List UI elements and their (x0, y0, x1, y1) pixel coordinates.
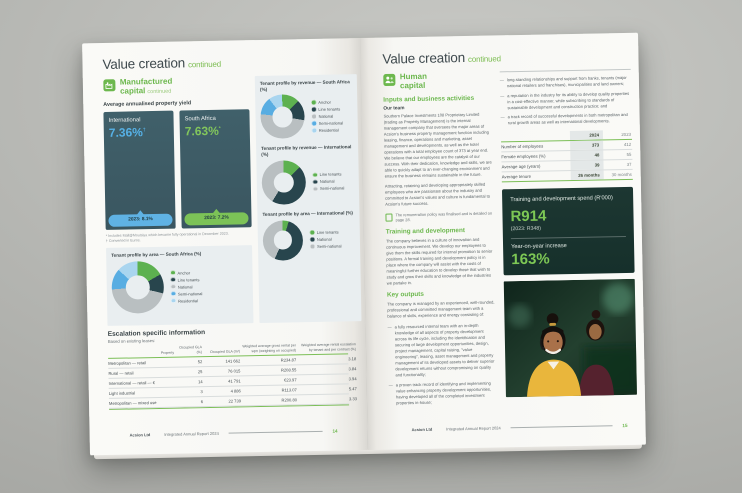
chart-area-south-africa (106, 246, 253, 327)
column-header: Property (160, 350, 175, 355)
cell-property: Metropolitan — retail (108, 360, 147, 367)
chart-legend (310, 230, 342, 250)
yield-value: 7.63%* (184, 123, 221, 139)
main-text-column (383, 72, 497, 410)
legend-item (310, 237, 342, 243)
yield-region: South Africa (184, 115, 216, 123)
cell-escalation: 3.33 (348, 396, 358, 402)
legend-label: Semi-national (177, 290, 203, 297)
footnote: † Converted in Euros. (105, 238, 141, 243)
yield-value: 7.36%† (108, 124, 146, 140)
legend-label: Line tenants (177, 276, 200, 283)
page-title (382, 47, 630, 67)
cell-property: Rural — retail (108, 370, 134, 377)
donut-area-international (263, 220, 304, 261)
donut-revenue-south-africa (260, 95, 305, 140)
cell-property: International — retail — € (108, 380, 156, 387)
capital-title (120, 78, 173, 97)
cell-gla-m2: 41 791 (228, 378, 241, 385)
legend-dot (312, 121, 317, 126)
spend-divider (511, 236, 626, 239)
legend-item (310, 230, 342, 236)
page-right (360, 33, 646, 450)
legend-dot (171, 291, 176, 296)
cell-gla-pct: 3 (200, 389, 203, 395)
legend-label: National (177, 283, 193, 290)
escalation-subheading: Based on existing leases: (107, 338, 156, 345)
remuneration-note (385, 210, 493, 223)
donut-revenue-international (261, 160, 306, 205)
escalation-table-body (108, 355, 358, 411)
cell-escalation: 3.84 (348, 366, 357, 372)
legend-dot (171, 277, 176, 282)
our-team-paragraph-1: Southern Palace Investments 108 Proprietary Limited (trading as Property Management) is the internal management company that oversees the major areas of Acsion's business property management function including leasing, finance, operations and marketing, asset management and developments, as well as the hotel operations with a total employee count of 373 at year end. We believe that our employees are the catalyst of our success. With their dedication, knowledge and skills, we are able to quickly adapt to an ever-changing environment and ensure the business remains sustainable in the future. (383, 111, 492, 179)
cell-gla-pct: 52 (197, 359, 203, 365)
cell-gla-m2: 141 662 (225, 358, 241, 365)
legend-label: Semi-national (318, 120, 344, 126)
legend-item (311, 99, 343, 105)
capital-title-line1: Manufactured (119, 76, 173, 87)
legend-dot (310, 237, 315, 242)
footer-page-number: 14 (332, 428, 338, 434)
page-footer (130, 429, 338, 438)
column-header: Weighted average rental escalation by tenant and per contract (%) (301, 342, 357, 352)
human-capital-icon (383, 73, 396, 86)
legend-dot (171, 284, 176, 289)
bullet-item: — a track record of successful developments in both metropolitan and rural growth areas as well as international developments. (501, 112, 632, 127)
cell-rental: €23.97 (284, 377, 297, 384)
escalation-heading: Escalation specific information (107, 329, 206, 339)
chart-legend (311, 99, 343, 133)
employee-table-body (501, 140, 633, 183)
legend-label: Anchor (177, 269, 191, 276)
legend-dot (311, 100, 316, 105)
capital-title-line1: Human (399, 71, 428, 82)
legend-item (312, 127, 344, 133)
office-team-photo (504, 279, 637, 397)
cell-escalation: 5.47 (348, 386, 357, 392)
manufactured-capital-badge (103, 76, 249, 96)
cell-2024: 373 (570, 141, 603, 151)
legend-item (311, 113, 343, 119)
footnote-mark: * (218, 125, 221, 132)
cell-2024: 26 months (571, 171, 604, 181)
footer-page-number: 15 (622, 422, 628, 429)
cell-metric: Average age (years) (501, 164, 541, 170)
yield-card-south-africa (179, 109, 251, 228)
cell-gla-m2: 22 739 (228, 398, 242, 405)
table-row (502, 170, 633, 183)
cell-gla-pct: 6 (200, 399, 204, 405)
chart-title: Tenant profile by area — International (%) (262, 210, 353, 217)
report-spread (82, 33, 646, 456)
spend-value: R914 (510, 207, 547, 226)
chart-area-international (262, 210, 355, 260)
legend-item (170, 270, 202, 276)
legend-label: Semi-national (319, 185, 345, 192)
page-reference-icon (385, 213, 392, 221)
column-header: Occupied GLA (m²) (210, 349, 241, 354)
chart-revenue-south-africa (260, 79, 353, 139)
legend-item (310, 244, 342, 250)
footer-report-title: Integrated Annual Report 2024 (446, 425, 501, 432)
cell-rental: R208.55 (280, 367, 297, 374)
page-title-continued: continued (467, 54, 501, 64)
cell-gla-pct: 25 (197, 369, 203, 375)
cell-escalation: 3.18 (348, 356, 357, 362)
legend-item (171, 277, 203, 283)
cell-metric: Number of employees (501, 143, 544, 150)
column-header: Weighted average gross rental per sqm (weighting on occupied) (242, 343, 297, 354)
legend-dot (313, 173, 318, 178)
legend-label: Residential (178, 297, 198, 304)
column-2024: 2024 (570, 131, 603, 141)
chart-title: Tenant profile by area — South Africa (%) (111, 251, 202, 259)
escalation-section (107, 327, 358, 411)
legend-item (312, 120, 344, 126)
legend-label: Semi-national (316, 243, 342, 250)
footer-rule (511, 425, 613, 428)
cell-property: Light industrial (108, 390, 136, 397)
chart-legend (313, 172, 345, 192)
header-spacer (501, 134, 570, 139)
cell-rental: R113.07 (281, 387, 297, 394)
cell-2023: 37 (626, 162, 632, 168)
cell-rental: R234.87 (280, 357, 297, 364)
capital-continued: continued (147, 88, 172, 95)
bullet-item: — a proven track record of identifying and implementing value enhancing property development opportunities, having developed all of the completed investment properties in-house; (389, 380, 497, 406)
yield-cards (103, 109, 251, 230)
yield-heading: Average annualised property yield (103, 99, 192, 108)
legend-label: Residential (318, 127, 339, 133)
cell-gla-m2: 4 886 (230, 388, 241, 395)
legend-label: Line tenants (319, 171, 342, 178)
footer-report-title: Integrated Annual Report 2024 (164, 430, 219, 437)
cell-2023: 412 (623, 142, 632, 148)
chart-title: Tenant profile by revenue — International (%) (261, 144, 352, 158)
chart-legend (170, 270, 202, 304)
note-text: The remuneration policy was finalised and is detailed on page 28. (395, 210, 493, 223)
footer-brand: Acsion Ltd (129, 432, 151, 438)
left-column (103, 76, 254, 326)
cell-gla-pct: 14 (198, 379, 203, 385)
key-outputs-intro: The company is managed by an experienced, well-rounded, professional and committed management team with a balance of skills, experience and energy consisting of: (387, 299, 495, 320)
legend-dot (310, 230, 315, 235)
training-paragraph: The company believes in a culture of innovation and continuous improvement. We develop our employees to give them the skills required for internal promotion to senior positions. A formal training and development policy is in place where the company will assist with the costs of meaningful further education to develop those that wish to study and grow their skills and knowledge of the industries we partake in. (385, 236, 493, 286)
page-left (82, 38, 368, 455)
page-title-text: Value creation (102, 55, 186, 72)
bullet-item: — long-standing relationships and support from banks, tenants (major national retailers and franchises), municipalities and land owners; (500, 75, 631, 90)
capital-title-line2: capital continued (119, 85, 172, 96)
key-outputs-heading: Key outputs (386, 291, 424, 299)
our-team-heading: Our team (383, 105, 405, 112)
yield-footnotes (106, 231, 252, 245)
legend-dot (311, 114, 316, 119)
escalation-table (108, 342, 358, 411)
legend-label: Line tenants (318, 106, 341, 112)
increase-label: Year-on-year increase (511, 243, 567, 251)
legend-label: National (319, 178, 335, 185)
training-spend-box (502, 187, 635, 275)
legend-item (313, 186, 345, 192)
training-heading: Training and development (385, 226, 466, 236)
legend-dot (313, 187, 318, 192)
legend-label: National (318, 113, 334, 119)
capital-title (400, 73, 427, 91)
capital-title-line2: capital (399, 80, 426, 91)
our-team-paragraph-2: Attracting, retaining and developing appropriately skilled employees who are passionate about the industry and committed to Acsion's values and culture is fundamental to Acsion's future success. (384, 181, 491, 208)
legend-label: National (316, 236, 332, 243)
continued-bullets (500, 69, 632, 127)
legend-item (171, 291, 203, 297)
legend-dot (171, 298, 176, 303)
donut-area-south-africa (111, 261, 164, 314)
page-title-text: Value creation (382, 50, 466, 67)
charts-panel (255, 74, 362, 323)
legend-dot (170, 270, 175, 275)
footer-rule (229, 431, 323, 434)
yield-card-international (103, 110, 175, 229)
footnote: * Includes Mall@Moutsiya which became fully operational in December 2023. (105, 231, 229, 238)
legend-label: Anchor (318, 99, 332, 105)
legend-item (313, 179, 345, 185)
bullet-item: — a reputation in the industry for its ability to develop quality properties in a cost-effective manner, while subscribing to standards of sustainable development and construction practice; and (500, 90, 631, 111)
spend-heading: Training and development spend (R'000) (510, 195, 613, 204)
employee-table (501, 130, 633, 183)
page-title (102, 52, 346, 72)
page-title-continued: continued (187, 59, 222, 70)
legend-item (311, 106, 343, 112)
cell-rental: R200.80 (281, 397, 298, 404)
increase-value: 163% (511, 250, 550, 269)
column-header: Occupied GLA (%) (179, 345, 203, 355)
cell-metric: Female employees (%) (501, 153, 546, 160)
page-footer (412, 423, 628, 432)
chart-title: Tenant profile by revenue — South Africa (%) (259, 79, 350, 92)
cell-gla-m2: 76 015 (227, 368, 241, 375)
cell-2024: 39 (570, 161, 603, 171)
manufactured-capital-icon (103, 79, 116, 92)
legend-dot (312, 128, 317, 133)
footer-brand: Acsion Ltd (411, 426, 433, 433)
legend-label: Line tenants (316, 229, 339, 236)
cell-property: Metropolitan — mixed use (108, 400, 157, 407)
column-2023: 2023 (621, 132, 632, 138)
prior-year-callout: 2023: 8.1% (108, 213, 172, 226)
legend-item (171, 298, 203, 304)
chart-revenue-international (261, 145, 354, 205)
inputs-heading: Inputs and business activities (383, 94, 475, 104)
cell-2023: 30 months (611, 172, 632, 178)
legend-dot (313, 180, 318, 185)
legend-dot (311, 107, 316, 112)
prior-year-callout: 2023: 7.2% (184, 212, 248, 225)
cell-2023: 55 (626, 152, 632, 158)
cell-metric: Average tenure (501, 174, 532, 180)
spend-prior: (2023: R348) (510, 225, 542, 233)
key-outputs-bullets (388, 322, 498, 406)
legend-item (171, 284, 203, 290)
cell-escalation: 3.94 (348, 376, 357, 382)
bullet-item: — a fully resourced internal team with an in-depth knowledge of all aspects of property development across its life cycle, including the identification and securing of large development opportunities, design, project management, capital raising, "value engineering", leasing, asset management and property management of its developed assets to deliver superior development returns without compromising on quality and functionality; (388, 322, 497, 379)
yield-region: International (108, 116, 141, 124)
legend-dot (310, 244, 315, 249)
cell-2024: 48 (570, 151, 603, 161)
human-capital-badge (383, 72, 491, 92)
legend-item (313, 172, 345, 178)
footnote-mark: † (142, 126, 146, 133)
side-column (500, 69, 637, 408)
